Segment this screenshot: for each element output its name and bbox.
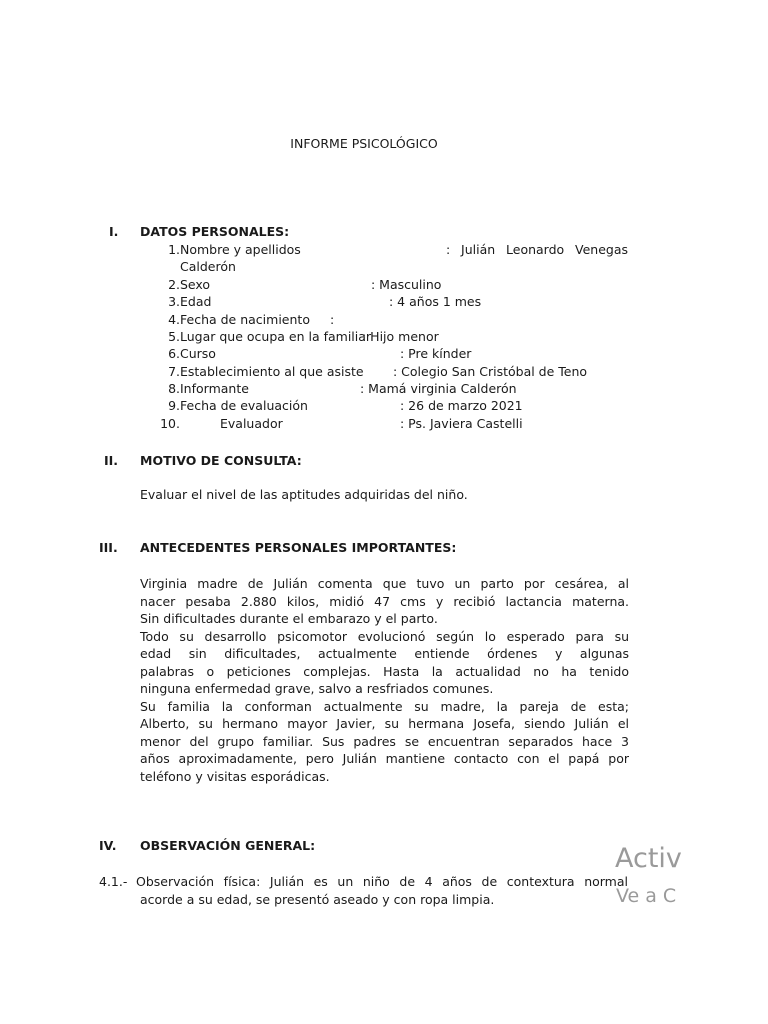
paragraph-line: palabras o peticiones complejas. Hasta la actualidad no ha tenido [140, 663, 629, 679]
field-value: : Masculino [371, 277, 442, 292]
list-number: 8. [168, 381, 180, 396]
field-value: : Mamá virginia Calderón [360, 381, 517, 396]
list-number: 10. [160, 416, 180, 431]
field-value: : Julián Leonardo Venegas [446, 242, 628, 257]
list-item [160, 242, 630, 259]
personal-history-paragraph [140, 575, 629, 785]
paragraph-line: menor del grupo familiar. Sus padres se encuentran separados hace 3 [140, 733, 629, 749]
paragraph-line: Todo su desarrollo psicomotor evolucionó según lo esperado para su [140, 628, 629, 644]
field-label: Fecha de nacimiento [180, 312, 310, 327]
section-heading-datos-personales: DATOS PERSONALES: [140, 224, 290, 239]
field-value: : Hijo menor [362, 329, 439, 344]
paragraph-line: teléfono y visitas esporádicas. [140, 768, 330, 784]
list-item [160, 398, 630, 415]
list-number: 3. [168, 294, 180, 309]
field-value: : 26 de marzo 2021 [400, 398, 523, 413]
field-label: Evaluador [220, 416, 283, 431]
section-number: II. [104, 453, 119, 468]
subsection-number: 4.1.- [99, 874, 128, 889]
section-heading-antecedentes: ANTECEDENTES PERSONALES IMPORTANTES: [140, 540, 457, 555]
section-number: IV. [99, 838, 117, 853]
list-item [160, 416, 630, 433]
field-label: Lugar que ocupa en la familiar [180, 329, 372, 344]
field-label: Edad [180, 294, 212, 309]
list-item [160, 364, 630, 381]
document-title: INFORME PSICOLÓGICO [290, 136, 438, 151]
paragraph-line: ninguna enfermedad grave, salvo a resfriados comunes. [140, 681, 494, 696]
field-value: : Pre kínder [400, 346, 472, 361]
list-item [160, 312, 630, 329]
list-item [160, 277, 630, 294]
list-item [160, 381, 630, 398]
field-label: Sexo [180, 277, 211, 292]
field-value: : [330, 312, 335, 327]
paragraph-line: Sin dificultades durante el embarazo y el parto. [140, 611, 438, 626]
paragraph-line: Virginia madre de Julián comenta que tuvo un parto por cesárea, al [140, 576, 629, 591]
list-item [160, 294, 630, 311]
field-label: Nombre y apellidos [180, 242, 301, 257]
list-number: 5. [168, 329, 180, 344]
field-label: Informante [180, 381, 249, 396]
field-value: : 4 años 1 mes [389, 294, 482, 309]
paragraph-line: edad sin dificultades, actualmente entiende órdenes y algunas [140, 646, 629, 661]
section-heading-motivo-consulta: MOTIVO DE CONSULTA: [140, 453, 302, 468]
paragraph-line: nacer pesaba 2.880 kilos, midió 47 cms y recibió lactancia materna. [140, 593, 629, 609]
list-number: 2. [168, 277, 180, 292]
list-number: 7. [168, 364, 180, 379]
physical-observation-line: acorde a su edad, se presentó aseado y con ropa limpia. [140, 892, 495, 907]
physical-observation-line: Observación física: Julián es un niño de 4 años de contextura normal [136, 874, 628, 889]
activation-watermark-subtitle: Ve a C [616, 885, 677, 907]
activation-watermark-title: Activ [615, 843, 682, 874]
section-number: I. [109, 224, 119, 239]
list-item [160, 329, 630, 346]
section-heading-observacion-general: OBSERVACIÓN GENERAL: [140, 838, 316, 853]
field-value: : Ps. Javiera Castelli [400, 416, 523, 431]
field-label: Establecimiento al que asiste [180, 364, 364, 379]
paragraph-line: Su familia la conforman actualmente su madre, la pareja de esta; [140, 698, 629, 714]
list-number: 6. [168, 346, 180, 361]
paragraph-line: años aproximadamente, pero Julián mantiene contacto con el papá por [140, 751, 629, 766]
field-label: Fecha de evaluación [180, 398, 308, 413]
paragraph-line: Alberto, su hermano mayor Javier, su hermana Josefa, siendo Julián el [140, 716, 629, 731]
list-number: 9. [168, 398, 180, 413]
list-item [160, 259, 630, 276]
field-label: Curso [180, 346, 216, 361]
list-item [160, 346, 630, 363]
list-number: 4. [168, 312, 180, 327]
section-number: III. [99, 540, 118, 555]
list-number: 1. [168, 242, 180, 257]
consultation-reason-text: Evaluar el nivel de las aptitudes adquiridas del niño. [140, 487, 468, 502]
field-value-continued: Calderón [180, 259, 236, 274]
field-value: : Colegio San Cristóbal de Teno [393, 364, 588, 379]
